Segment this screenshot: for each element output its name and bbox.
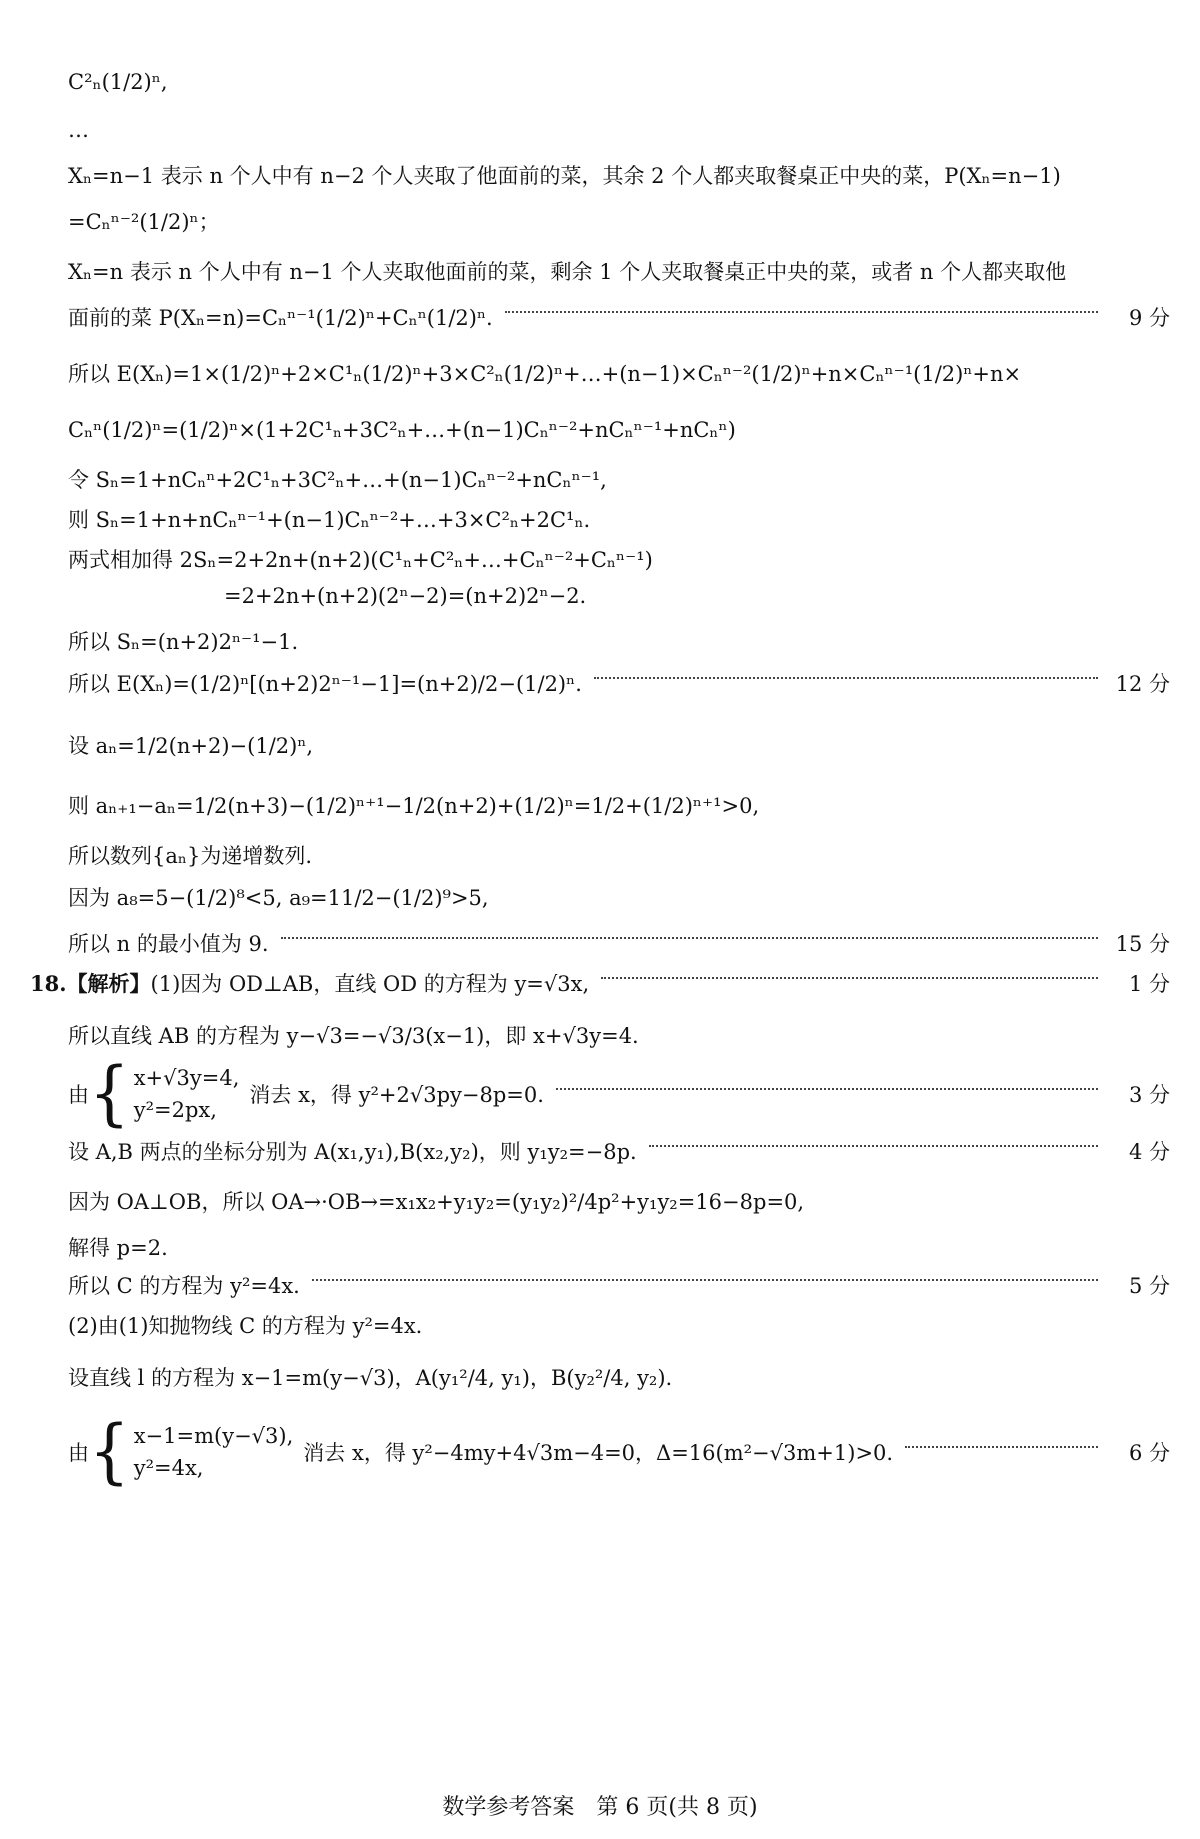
answer-line (68, 882, 1170, 912)
line-text: 面前的菜 P(Xₙ=n)=Cₙⁿ⁻¹(1/2)ⁿ+Cₙⁿ(1/2)ⁿ. (68, 306, 493, 330)
left-brace: { (89, 1411, 130, 1493)
line-text: 所以 Sₙ=(n+2)2ⁿ⁻¹−1. (68, 630, 299, 654)
dot-leader (312, 1279, 1098, 1281)
left-brace: { (89, 1053, 130, 1135)
system-prefix: 由 (68, 1441, 89, 1465)
score-label: 9 分 (1128, 306, 1170, 330)
dot-leader (594, 677, 1098, 679)
answer-line (68, 928, 1170, 958)
line-text: 消去 x，得 y²+2√3py−8p=0. (249, 1083, 544, 1107)
line-text: (1)因为 OD⊥AB，直线 OD 的方程为 y=√3x, (150, 972, 590, 996)
answer-line (68, 1136, 1170, 1166)
line-text: C²ₙ(1/2)ⁿ, (68, 70, 168, 94)
answer-line (68, 302, 1170, 332)
answer-line (68, 840, 1170, 870)
dot-leader (505, 311, 1098, 313)
answer-line (224, 584, 1170, 608)
answer-line (68, 504, 1170, 534)
line-text: 设直线 l 的方程为 x−1=m(y−√3)，A(y₁²/4, y₁)，B(y₂²/4, y₂). (68, 1366, 673, 1390)
line-text: … (68, 118, 89, 142)
line-text: 两式相加得 2Sₙ=2+2n+(n+2)(C¹ₙ+C²ₙ+…+Cₙⁿ⁻²+Cₙⁿ⁻¹) (68, 548, 653, 572)
line-text: (2)由(1)知抛物线 C 的方程为 y²=4x. (68, 1314, 423, 1338)
system-eq: y²=2px, (133, 1098, 217, 1122)
dot-leader (556, 1088, 1098, 1090)
line-text: 所以直线 AB 的方程为 y−√3=−√3/3(x−1)，即 x+√3y=4. (68, 1024, 639, 1048)
line-text: 所以 E(Xₙ)=1×(1/2)ⁿ+2×C¹ₙ(1/2)ⁿ+3×C²ₙ(1/2)ⁿ+…+(n−1)×Cₙⁿ⁻²(1/2)ⁿ+n×Cₙⁿ⁻¹(1/2)ⁿ+n× (68, 362, 1022, 386)
answer-line (68, 1362, 1170, 1392)
line-text: =Cₙⁿ⁻²(1/2)ⁿ； (68, 210, 220, 234)
line-text: 则 Sₙ=1+n+nCₙⁿ⁻¹+(n−1)Cₙⁿ⁻²+…+3×C²ₙ+2C¹ₙ. (68, 508, 591, 532)
answer-line (68, 1186, 1170, 1216)
score-label: 15 分 (1115, 932, 1170, 956)
line-text: 因为 OA⊥OB，所以 OA→·OB→=x₁x₂+y₁y₂=(y₁y₂)²/4p²+y₁y₂=16−8p=0, (68, 1190, 805, 1214)
score-label: 4 分 (1128, 1140, 1170, 1164)
answer-line (68, 668, 1170, 698)
answer-line (68, 70, 1170, 94)
answer-line (68, 118, 1170, 142)
answer-line (68, 730, 1170, 760)
page-footer: 数学参考答案 第 6 页(共 8 页) (442, 1795, 758, 1820)
line-text: 设 aₙ=1/2(n+2)−(1/2)ⁿ, (68, 734, 314, 758)
line-text: Xₙ=n−1 表示 n 个人中有 n−2 个人夹取了他面前的菜，其余 2 个人都夹取餐桌正中央的菜，P(Xₙ=n−1) (68, 164, 1061, 188)
line-text: 令 Sₙ=1+nCₙⁿ+2C¹ₙ+3C²ₙ+…+(n−1)Cₙⁿ⁻²+nCₙⁿ⁻¹, (68, 468, 607, 492)
line-text: 消去 x，得 y²−4my+4√3m−4=0，Δ=16(m²−√3m+1)>0. (303, 1441, 894, 1465)
answer-line (68, 160, 1170, 190)
score-label: 3 分 (1128, 1083, 1170, 1107)
score-label: 5 分 (1128, 1274, 1170, 1298)
line-text: 所以数列{aₙ}为递增数列. (68, 844, 313, 868)
line-text: 设 A,B 两点的坐标分别为 A(x₁,y₁),B(x₂,y₂)，则 y₁y₂=−8p. (68, 1140, 637, 1164)
answer-line (68, 790, 1170, 820)
line-text: =2+2n+(n+2)(2ⁿ−2)=(n+2)2ⁿ−2. (224, 584, 587, 608)
answer-line (68, 1310, 1170, 1340)
answer-line (68, 206, 1170, 236)
answer-line (30, 968, 1170, 998)
answer-line (68, 1020, 1170, 1050)
answer-line (68, 544, 1170, 574)
answer-line (68, 358, 1170, 388)
line-text: 所以 C 的方程为 y²=4x. (68, 1274, 300, 1298)
dot-leader (281, 937, 1098, 939)
answer-line (68, 418, 1170, 442)
line-text: 所以 n 的最小值为 9. (68, 932, 269, 956)
answer-line (68, 256, 1170, 286)
question-number: 18.【解析】 (30, 971, 151, 996)
score-label: 1 分 (1128, 972, 1170, 996)
line-text: Cₙⁿ(1/2)ⁿ=(1/2)ⁿ×(1+2C¹ₙ+3C²ₙ+…+(n−1)Cₙⁿ⁻²+nCₙⁿ⁻¹+nCₙⁿ) (68, 418, 736, 442)
system-eq: y²=4x, (133, 1456, 204, 1480)
answer-line (68, 1232, 1170, 1262)
dot-leader (601, 977, 1098, 979)
answer-line (68, 1270, 1170, 1300)
score-label: 6 分 (1128, 1441, 1170, 1465)
system-eq: x+√3y=4, (133, 1066, 240, 1090)
equation-system (68, 1411, 1170, 1493)
line-text: 则 aₙ₊₁−aₙ=1/2(n+3)−(1/2)ⁿ⁺¹−1/2(n+2)+(1/2)ⁿ=1/2+(1/2)ⁿ⁺¹>0, (68, 794, 760, 818)
equation-system (68, 1053, 1170, 1135)
line-text: Xₙ=n 表示 n 个人中有 n−1 个人夹取他面前的菜，剩余 1 个人夹取餐桌正中央的菜，或者 n 个人都夹取他 (68, 260, 1067, 284)
system-eq: x−1=m(y−√3), (133, 1424, 294, 1448)
answer-line (68, 626, 1170, 656)
line-text: 所以 E(Xₙ)=(1/2)ⁿ[(n+2)2ⁿ⁻¹−1]=(n+2)/2−(1/2)ⁿ. (68, 672, 582, 696)
system-prefix: 由 (68, 1083, 89, 1107)
score-label: 12 分 (1115, 672, 1170, 696)
dot-leader (649, 1145, 1098, 1147)
dot-leader (905, 1446, 1098, 1448)
answer-line (68, 464, 1170, 494)
line-text: 解得 p=2. (68, 1236, 168, 1260)
line-text: 因为 a₈=5−(1/2)⁸<5, a₉=11/2−(1/2)⁹>5, (68, 886, 489, 910)
